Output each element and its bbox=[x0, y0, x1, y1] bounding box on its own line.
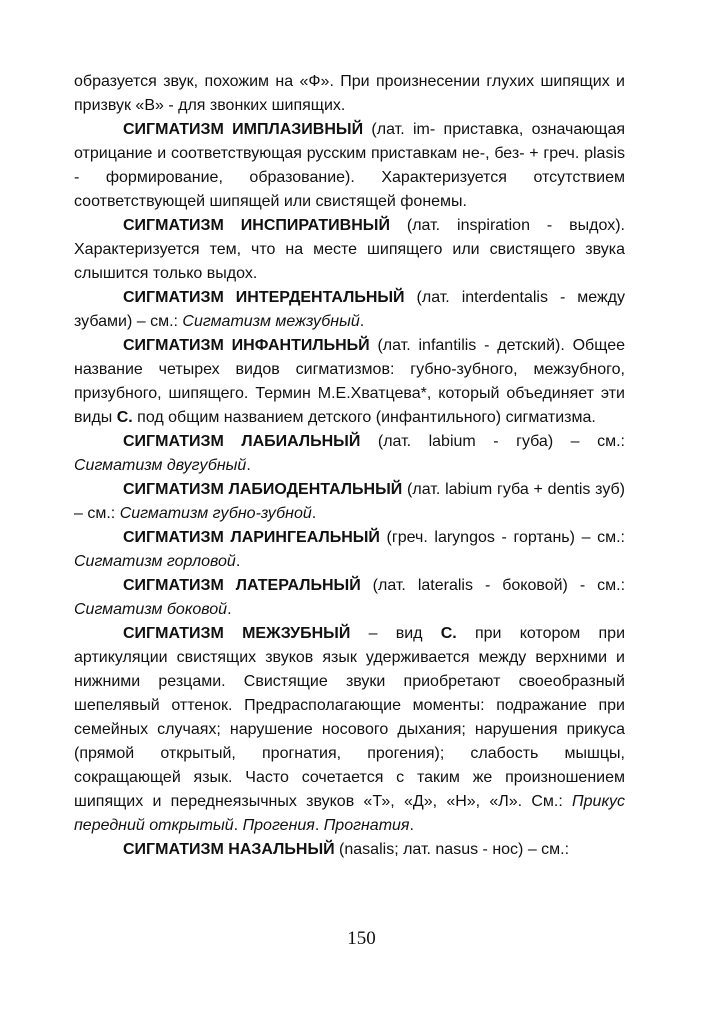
entry-laringealny bbox=[74, 526, 625, 574]
cross-reference: Сигматизм боковой bbox=[74, 601, 228, 618]
term-heading: С. bbox=[116, 409, 133, 426]
body-text: образуется звук, похожим на «Ф». При произнесении глухих шипящих и призвук «В» - для звонких шипящих. bbox=[74, 73, 625, 114]
term-heading: С. bbox=[440, 625, 457, 642]
term-heading: СИГМАТИЗМ ИМПЛАЗИВНЫЙ bbox=[123, 121, 364, 138]
body-text: (лат. labium - губа) – см.: bbox=[360, 433, 625, 450]
body-text: . bbox=[233, 817, 243, 834]
entry-labialny bbox=[74, 430, 625, 478]
body-text: . bbox=[409, 817, 414, 834]
term-heading: СИГМАТИЗМ МЕЖЗУБНЫЙ bbox=[123, 625, 351, 642]
entry-interdentalny bbox=[74, 286, 625, 334]
body-text: (nasalis; лат. nasus - нос) – см.: bbox=[334, 841, 570, 858]
body-text: (греч. laryngos - гортань) – см.: bbox=[379, 529, 625, 546]
cross-reference: Сигматизм межзубный bbox=[182, 313, 360, 330]
term-heading: СИГМАТИЗМ НАЗАЛЬНЫЙ bbox=[123, 841, 335, 858]
body-text: (лат. inspiration - выдох). Характеризуется тем, что на месте шипящего или свистящего звука слышится только выдох. bbox=[74, 217, 625, 282]
body-text: . bbox=[314, 817, 324, 834]
entry-labiodentalny bbox=[74, 478, 625, 526]
term-heading: СИГМАТИЗМ ИНФАНТИЛЬНЬЙ bbox=[123, 337, 370, 354]
body-text: . bbox=[246, 457, 251, 474]
body-text: . bbox=[227, 601, 232, 618]
term-heading: СИГМАТИЗМ ЛАБИАЛЬНЫЙ bbox=[123, 433, 361, 450]
entry-mezhzubny bbox=[74, 622, 625, 838]
cross-reference: Прикус передний открытый bbox=[74, 793, 625, 834]
body-text: . bbox=[359, 313, 365, 330]
body-text: под общим названием детского (инфантильного) сигматизма. bbox=[132, 409, 596, 426]
cross-reference: Прогнатия bbox=[323, 817, 410, 834]
cross-reference: Сигматизм губно-зубной bbox=[119, 505, 312, 522]
body-text: . bbox=[311, 505, 317, 522]
cross-reference: Прогения bbox=[242, 817, 315, 834]
body-text: . bbox=[235, 553, 241, 570]
cross-reference: Сигматизм горловой bbox=[74, 553, 236, 570]
term-heading: СИГМАТИЗМ ИНТЕРДЕНТАЛЬНЫЙ bbox=[123, 289, 405, 306]
entry-inspirativny bbox=[74, 214, 625, 286]
cross-reference: Сигматизм двугубный bbox=[74, 457, 247, 474]
body-text: (лат. im- приставка, означающая отрицание и соответствующая русским приставкам не-, без- + греч. plasis - формирование, образование). Характеризуется отсутствием соответствующей шипящей или свистящей фонемы. bbox=[74, 121, 626, 210]
body-text: (лат. interdentalis - между зубами) – см.: bbox=[74, 289, 626, 330]
page-number: 150 bbox=[347, 928, 376, 949]
term-heading: СИГМАТИЗМ ЛАБИОДЕНТАЛЬНЫЙ bbox=[123, 481, 403, 498]
term-heading: СИГМАТИЗМ ЛАРИНГЕАЛЬНЫЙ bbox=[123, 529, 380, 546]
term-heading: СИГМАТИЗМ ЛАТЕРАЛЬНЫЙ bbox=[123, 577, 361, 594]
body-text: (лат. infantilis - детский). Общее название четырех видов сигматизмов: губно-зубного, межзубного, призубного, шипящего. Термин М.Е.Хватцева*, который объединяет эти виды bbox=[74, 337, 625, 426]
entry-nazalny bbox=[74, 838, 625, 862]
body-text: (лат. labium губа + dentis зуб) – см.: bbox=[74, 481, 625, 522]
page-body bbox=[74, 70, 625, 862]
body-text: (лат. lateralis - боковой) - см.: bbox=[360, 577, 626, 594]
entry-implazivny bbox=[74, 118, 625, 214]
paragraph-continuation bbox=[74, 70, 625, 118]
body-text: – вид bbox=[350, 625, 441, 642]
entry-infantilny bbox=[74, 334, 625, 430]
body-text: при котором при артикуляции свистящих звуков язык удерживается между верхними и нижними резцами. Свистящие звуки приобретают своеобразный шепелявый оттенок. Предрасполагающие моменты: подражание при семейных случаях; нарушение носового дыхания; нарушения прикуса (прямой открытый, прогнатия, прогения); слабость мышцы, сокращающей язык. Часто сочетается с таким же произношением шипящих и переднеязычных звуков «Т», «Д», «Н», «Л». См.: bbox=[74, 625, 626, 810]
entry-lateralny bbox=[74, 574, 625, 622]
term-heading: СИГМАТИЗМ ИНСПИРАТИВНЫЙ bbox=[123, 217, 390, 234]
